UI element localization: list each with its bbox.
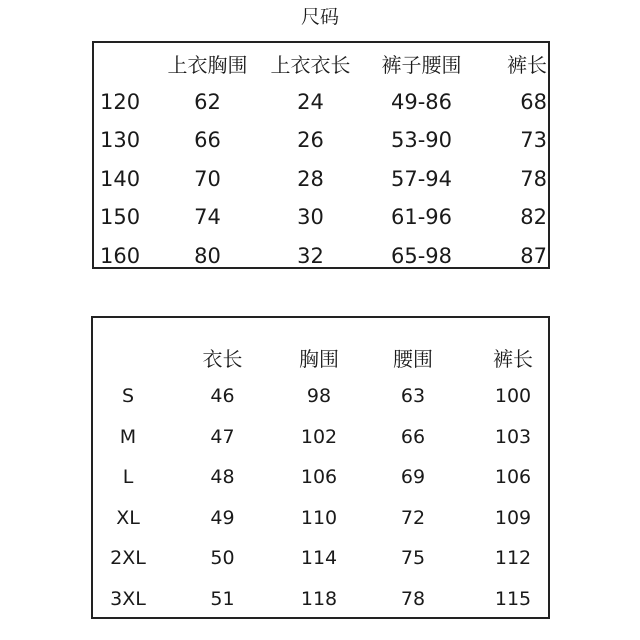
table-cell: 72	[400, 506, 426, 529]
table-cell: 73	[520, 128, 547, 153]
size-label: L	[122, 466, 134, 489]
table-cell: 65-98	[390, 243, 453, 268]
table-row	[100, 417, 549, 458]
table-cell: 57-94	[390, 166, 453, 191]
table-cell: 51	[210, 587, 235, 610]
column-header: 裤子腰围	[381, 52, 462, 77]
size-label: 140	[100, 166, 141, 191]
table-cell: 78	[400, 587, 426, 610]
table-cell: 47	[210, 425, 235, 448]
table-cell: 53-90	[390, 128, 453, 153]
table-row	[100, 198, 550, 237]
column-header: 上衣胸围	[167, 52, 248, 77]
table-cell: 110	[300, 506, 338, 529]
table-cell: 68	[520, 89, 547, 114]
kids-size-table	[100, 44, 550, 275]
header-row	[100, 338, 549, 376]
adult-size-table	[100, 338, 549, 619]
size-label: XL	[116, 506, 140, 529]
table-cell: 87	[520, 243, 547, 268]
table-cell: 78	[520, 166, 547, 191]
size-label: 150	[100, 205, 141, 230]
table-cell: 63	[400, 385, 426, 408]
table-cell: 66	[400, 425, 426, 448]
column-header: 上衣衣长	[270, 52, 351, 77]
table-cell: 115	[494, 587, 532, 610]
column-header: 衣长	[202, 346, 243, 371]
table-cell: 26	[297, 128, 324, 153]
column-header	[100, 338, 156, 376]
table-cell: 70	[194, 166, 221, 191]
table-cell: 46	[210, 385, 235, 408]
size-label: M	[119, 425, 137, 448]
table-row	[100, 237, 550, 276]
table-cell: 75	[400, 547, 426, 570]
table-row	[100, 121, 550, 160]
table-row	[100, 538, 549, 579]
table-cell: 114	[300, 547, 338, 570]
table-row	[100, 376, 549, 417]
table-cell: 106	[300, 466, 338, 489]
table-cell: 102	[300, 425, 338, 448]
table-cell: 100	[494, 385, 532, 408]
table-cell: 50	[210, 547, 235, 570]
table-cell: 82	[520, 205, 547, 230]
table-cell: 74	[194, 205, 221, 230]
table-cell: 32	[297, 243, 324, 268]
column-header: 裤长	[507, 52, 547, 77]
table-cell: 61-96	[390, 205, 453, 230]
table-cell: 106	[494, 466, 532, 489]
table-cell: 109	[494, 506, 532, 529]
size-label: 3XL	[110, 587, 146, 610]
table-row	[100, 457, 549, 498]
table-cell: 66	[194, 128, 221, 153]
size-label: 130	[100, 128, 141, 153]
table-cell: 118	[300, 587, 338, 610]
size-label: 2XL	[110, 547, 146, 570]
column-header	[100, 44, 162, 83]
table-cell: 103	[494, 425, 532, 448]
table-row	[100, 498, 549, 539]
column-header: 裤长	[493, 346, 533, 371]
table-cell: 80	[194, 243, 221, 268]
table-cell: 69	[400, 466, 426, 489]
table-cell: 28	[297, 166, 324, 191]
table-cell: 62	[194, 89, 221, 114]
table-row	[100, 579, 549, 620]
column-header: 胸围	[299, 346, 339, 371]
table-cell: 98	[306, 385, 332, 408]
table-cell: 48	[210, 466, 235, 489]
table-row	[100, 160, 550, 199]
table-cell: 24	[297, 89, 324, 114]
table-cell: 49	[210, 506, 235, 529]
header-row	[100, 44, 550, 83]
size-label: S	[121, 385, 135, 408]
size-label: 160	[100, 243, 141, 268]
table-cell: 112	[494, 547, 532, 570]
table-cell: 30	[297, 205, 324, 230]
table-cell: 49-86	[390, 89, 453, 114]
column-header: 腰围	[393, 346, 433, 371]
page-title: 尺码	[300, 6, 339, 28]
table-row	[100, 83, 550, 122]
size-label: 120	[100, 89, 141, 114]
